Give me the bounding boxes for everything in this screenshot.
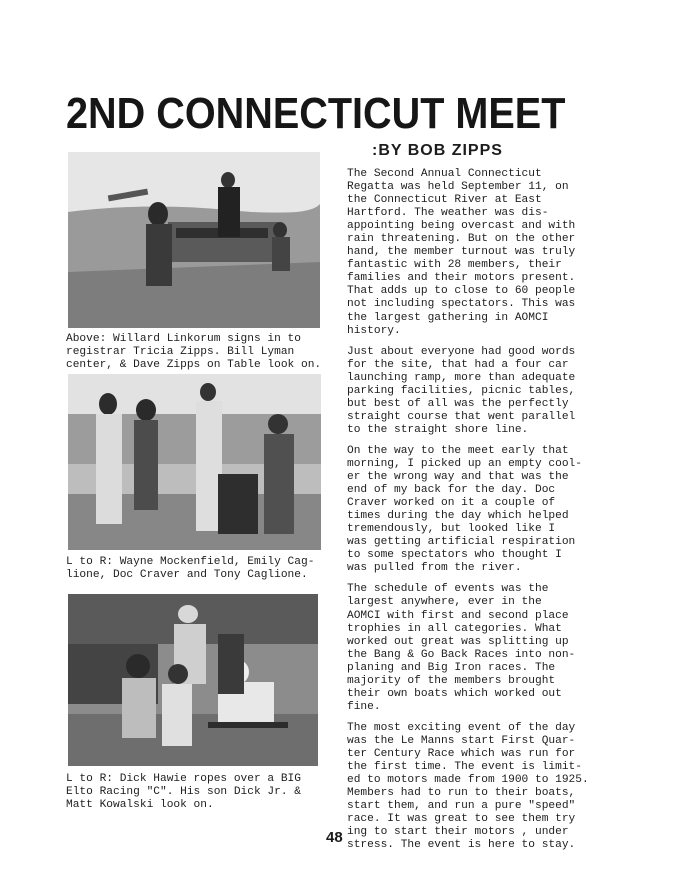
photo-caption: L to R: Dick Hawie ropes over a BIG Elto Racing "C". His son Dick Jr. & Matt Kowalski look on.	[66, 773, 301, 811]
article-title: 2ND CONNECTICUT MEET	[66, 89, 566, 138]
page-number: 48	[326, 829, 343, 846]
photo-engine-rope	[68, 594, 318, 766]
article-byline: :BY BOB ZIPPS	[372, 142, 503, 159]
paragraph: On the way to the meet early that morning, I picked up an empty cool- er the wrong way and that was the end of my back for the day. Doc Craver worked on it a couple of times during the day which helped tremendously, but looked like I was getting artificial respiration to some spectators who thought I was pulled from the river.	[347, 444, 582, 575]
paragraph: Just about everyone had good words for the site, that had a four car launching ramp, more than adequate parking facilities, picnic tables, but best of all was the perfectly straight course that went parallel to the straight shore line.	[347, 345, 576, 436]
photo-registration	[68, 152, 320, 328]
paragraph: The most exciting event of the day was the Le Manns start First Quar- ter Century Race which was run for the first time. The event is limit- ed to motors made from 1900 to 1925. Members had to run to their boats, start them, and run a pure "speed" race. It was great to see them try ing to start their motors , under stress. The event is here to stay.	[347, 721, 589, 852]
article-body	[347, 168, 602, 860]
paragraph: The schedule of events was the largest anywhere, ever in the AOMCI with first and second place trophies in all categories. What worked out great was splitting up the Bang & Go Back Races into non- planing and Big Iron races. The majority of the members brought their own boats which worked out fine.	[347, 583, 576, 713]
photo-caption: Above: Willard Linkorum signs in to registrar Tricia Zipps. Bill Lyman center, & Dave Zipps on Table look on.	[66, 333, 322, 371]
paragraph: The Second Annual Connecticut Regatta was held September 11, on the Connecticut River at East Hartford. The weather was dis- appointing being overcast and with rain threatening. But on the other hand, the member turnout was truly fantastic with 28 members, their families and their motors present. That adds up to close to 60 people not including spectators. This was the largest gathering in AOMCI history.	[347, 168, 576, 337]
photo-group	[68, 374, 321, 550]
photo-caption: L to R: Wayne Mockenfield, Emily Cag- lione, Doc Craver and Tony Caglione.	[66, 556, 315, 581]
